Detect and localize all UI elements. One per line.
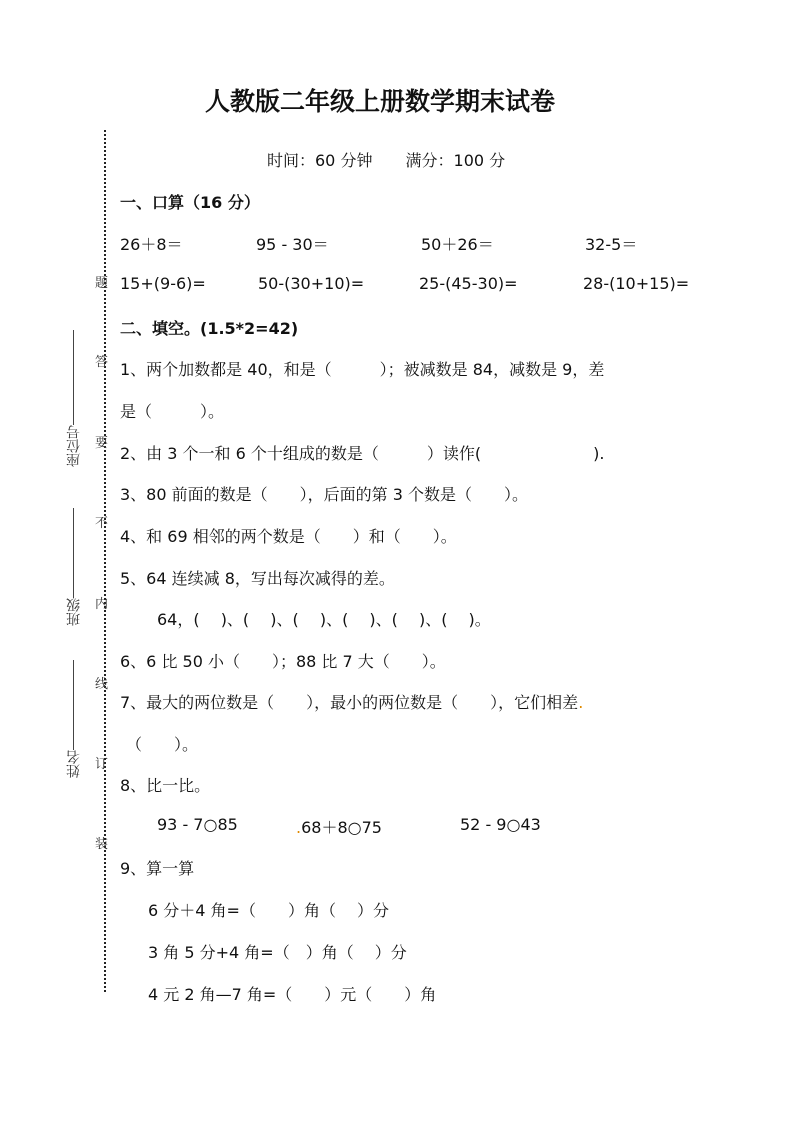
money-calc-item: 6 分＋4 角=（ ）角（ ）分 bbox=[148, 901, 390, 920]
question-5: 5、64 连续减 8，写出每次减得的差。 bbox=[120, 569, 395, 588]
class-field bbox=[64, 508, 84, 626]
compare-item: 68＋8○75 bbox=[301, 818, 382, 837]
seat-number-blank[interactable] bbox=[74, 330, 75, 425]
orange-dot-mark: . bbox=[296, 818, 302, 837]
question-7-cont: （ ）。 bbox=[126, 735, 199, 754]
oral-calc-item: 25-(45-30)= bbox=[419, 274, 518, 293]
seat-number-label: 座位号 bbox=[66, 425, 82, 467]
compare-item: 52 - 9○43 bbox=[460, 815, 541, 834]
page-title: 人教版二年级上册数学期末试卷 bbox=[204, 87, 555, 116]
question-6: 6、6 比 50 小（ ）；88 比 7 大（ ）。 bbox=[120, 652, 446, 671]
margin-char: 内 bbox=[95, 597, 109, 612]
question-9: 9、算一算 bbox=[120, 859, 195, 878]
section-2-heading: 二、填空。(1.5*2=42) bbox=[120, 319, 299, 338]
exam-meta bbox=[267, 148, 533, 171]
oral-calc-item: 95 - 30＝ bbox=[256, 235, 329, 254]
class-blank[interactable] bbox=[74, 508, 75, 598]
question-3: 3、80 前面的数是（ ），后面的第 3 个数是（ ）。 bbox=[120, 485, 528, 504]
money-calc-item: 3 角 5 分+4 角=（ ）角（ ）分 bbox=[148, 943, 407, 962]
margin-char: 线 bbox=[95, 677, 109, 692]
margin-char: 不 bbox=[95, 516, 109, 531]
seat-number-field bbox=[64, 330, 84, 467]
name-blank[interactable] bbox=[74, 660, 75, 750]
compare-item: 93 - 7○85 bbox=[157, 815, 238, 834]
oral-calc-item: 50-(30+10)= bbox=[258, 274, 365, 293]
compare-item-wrap bbox=[296, 815, 382, 838]
question-7-text: 7、最大的两位数是（ ），最小的两位数是（ ），它们相差 bbox=[120, 693, 579, 712]
margin-char: 题 bbox=[95, 276, 109, 291]
money-calc-item: 4 元 2 角—7 角=（ ）元（ ）角 bbox=[148, 985, 437, 1004]
name-field bbox=[64, 660, 84, 778]
margin-char: 订 bbox=[95, 757, 109, 772]
oral-calc-item: 50＋26＝ bbox=[421, 235, 494, 254]
question-1: 1、两个加数都是 40，和是（ ）；被减数是 84，减数是 9，差 bbox=[120, 360, 605, 379]
question-2: 2、由 3 个一和 6 个十组成的数是（ ）读作( ). bbox=[120, 444, 605, 463]
oral-calc-item: 26＋8＝ bbox=[120, 235, 183, 254]
question-8: 8、比一比。 bbox=[120, 776, 211, 795]
margin-char: 答 bbox=[95, 355, 109, 370]
question-5-blanks: 64，( )、( )、( )、( )、( )、( )。 bbox=[157, 610, 491, 629]
name-label: 姓名 bbox=[66, 750, 82, 778]
class-label: 班级 bbox=[66, 598, 82, 626]
time-limit: 时间：60 分钟 bbox=[267, 151, 373, 170]
section-1-heading: 一、口算（16 分） bbox=[120, 193, 260, 212]
oral-calc-item: 32-5＝ bbox=[585, 235, 638, 254]
oral-calc-item: 28-(10+15)= bbox=[583, 274, 690, 293]
oral-calc-item: 15+(9-6)= bbox=[120, 274, 206, 293]
full-score: 满分：100 分 bbox=[405, 151, 506, 170]
margin-char: 要 bbox=[95, 436, 109, 451]
margin-char: 装 bbox=[95, 837, 109, 852]
question-1-cont: 是（ ）。 bbox=[120, 402, 225, 421]
binding-dotted-line bbox=[104, 130, 106, 992]
orange-dot-mark: . bbox=[578, 693, 584, 712]
question-7 bbox=[120, 690, 583, 713]
question-4: 4、和 69 相邻的两个数是（ ）和（ ）。 bbox=[120, 527, 457, 546]
